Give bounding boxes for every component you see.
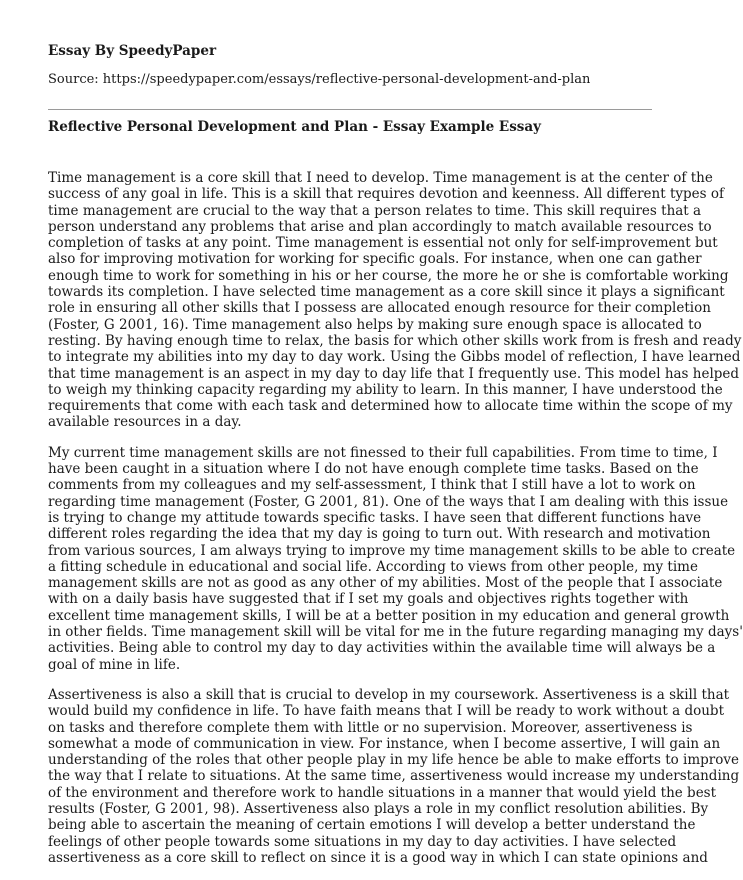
paragraph-line: My current time management skills are not finessed to their full capabilities. From time to time, I — [48, 444, 718, 461]
paragraph-line: success of any goal in life. This is a skill that requires devotion and keenness. All different types of — [48, 186, 724, 203]
paragraph-line: Time management is a core skill that I need to develop. Time management is at the center of the — [48, 170, 713, 186]
essay-title: Reflective Personal Development and Plan - Essay Example Essay — [48, 119, 541, 135]
paragraph-line: the way that I relate to situations. At the same time, assertiveness would increase my understanding — [48, 768, 740, 785]
source-line: Source: https://speedypaper.com/essays/reflective-personal-development-and-plan — [48, 72, 591, 87]
paragraph-line: of the environment and therefore work to handle situations in a manner that would yield the best — [48, 784, 717, 801]
paragraph-line: on tasks and therefore complete them with little or no supervision. Moreover, assertiveness is — [48, 719, 693, 736]
paragraph-line: have been caught in a situation where I do not have enough complete time tasks. Based on the — [48, 461, 699, 478]
paragraph-line: comments from my colleagues and my self-assessment, I think that I still have a lot to work on — [48, 477, 696, 494]
paragraph-line: in other fields. Time management skill will be vital for me in the future regarding managing my days' — [48, 624, 743, 641]
paragraph-line: (Foster, G 2001, 16). Time management also helps by making sure enough space is allocated to — [48, 316, 702, 333]
paragraph-line: somewhat a mode of communication in view. For instance, when I become assertive, I will gain an — [48, 735, 721, 752]
paragraph-line: towards its completion. I have selected time management as a core skill since it plays a significant — [48, 284, 725, 301]
paragraph-line: Assertiveness is also a skill that is crucial to develop in my coursework. Assertiveness is a skill that — [48, 686, 730, 703]
paragraph-line: with on a daily basis have suggested that if I set my goals and objectives rights together with — [48, 591, 689, 608]
paragraph-line: would build my confidence in life. To have faith means that I will be ready to work without a doubt — [48, 703, 725, 720]
paragraph — [48, 170, 742, 431]
paragraph-line: being able to ascertain the meaning of certain emotions I will develop a better understand the — [48, 817, 696, 834]
paragraph-line: completion of tasks at any point. Time management is essential not only for self-improvement but — [48, 235, 718, 252]
paragraph-line: goal of mine in life. — [48, 656, 181, 673]
paragraph-line: from various sources, I am always trying to improve my time management skills to be able to create — [48, 542, 736, 559]
paragraph — [48, 444, 743, 673]
paragraph-line: regarding time management (Foster, G 2001, 81). One of the ways that I am dealing with this issue — [48, 493, 729, 510]
paragraph-line: understanding of the roles that other people play in my life hence be able to make efforts to improve — [48, 752, 739, 769]
paragraph-line: feelings of other people towards some situations in my day to day activities. I have selected — [48, 833, 677, 850]
paragraph-line: time management are crucial to the way that a person relates to time. This skill requires that a — [48, 202, 702, 219]
paragraph-line: available resources in a day. — [48, 414, 242, 431]
paragraph-line: a fitting schedule in educational and social life. According to views from other people, my time — [48, 558, 698, 575]
paragraph-line: results (Foster, G 2001, 98). Assertiveness also plays a role in my conflict resolution abilities. By — [48, 800, 709, 817]
paragraph — [48, 686, 740, 866]
paragraph-line: enough time to work for something in his or her course, the more he or she is comfortable working — [48, 267, 729, 284]
header-divider — [48, 109, 652, 110]
paragraph-line: requirements that come with each task and determined how to allocate time within the scope of my — [48, 398, 733, 415]
paragraph-line: management skills are not as good as any other of my abilities. Most of the people that I associate — [48, 575, 723, 592]
paragraph-line: also for improving motivation for working for specific goals. For instance, when one can gather — [48, 251, 702, 268]
paragraph-line: different roles regarding the idea that my day is going to turn out. With research and motivation — [48, 526, 711, 543]
paragraph-line: is trying to change my attitude towards specific tasks. I have seen that different functions have — [48, 509, 702, 526]
site-header-title: Essay By SpeedyPaper — [48, 43, 217, 59]
paragraph-line: role in ensuring all other skills that I possess are allocated enough resource for their completion — [48, 300, 711, 317]
paragraph-line: that time management is an aspect in my day to day life that I frequently use. This model has helped — [48, 365, 740, 382]
paragraph-line: to integrate my abilities into my day to day work. Using the Gibbs model of reflection, I have learned — [48, 349, 741, 366]
paragraph-line: assertiveness as a core skill to reflect on since it is a good way in which I can state opinions and — [48, 849, 708, 866]
paragraph-line: to weigh my thinking capacity regarding my ability to learn. In this manner, I have understood the — [48, 381, 723, 398]
paragraph-line: excellent time management skills, I will be at a better position in my education and general growth — [48, 607, 730, 624]
paragraph-line: activities. Being able to control my day to day activities within the available time will always be a — [48, 640, 716, 657]
paragraph-line: person understand any problems that arise and plan accordingly to match available resources to — [48, 218, 712, 235]
essay-body — [48, 170, 743, 880]
paragraph-line: resting. By having enough time to relax, the basis for which other skills work from is fresh and ready — [48, 332, 742, 349]
